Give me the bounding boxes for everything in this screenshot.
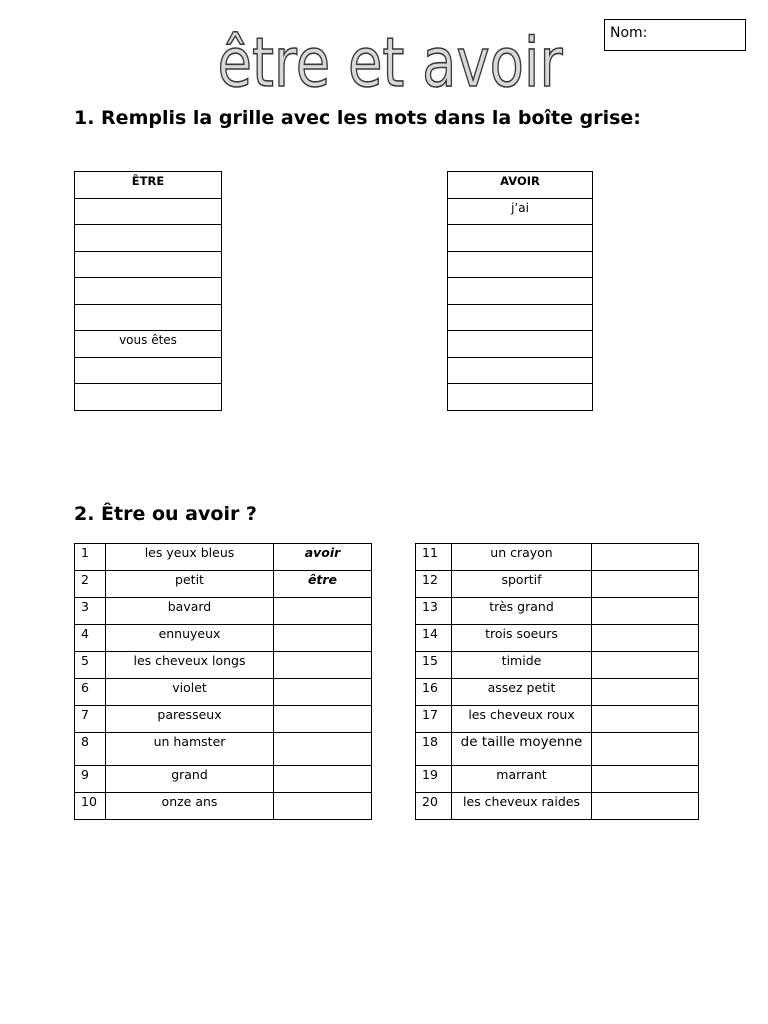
answer-cell[interactable]: être bbox=[274, 571, 372, 598]
answer-cell[interactable] bbox=[592, 598, 699, 625]
exercise-row bbox=[416, 766, 699, 793]
name-field[interactable] bbox=[604, 19, 746, 51]
item-word: sportif bbox=[452, 571, 592, 598]
exercise-row bbox=[75, 766, 372, 793]
item-word: les cheveux roux bbox=[452, 706, 592, 733]
item-word: paresseux bbox=[106, 706, 274, 733]
etre-table-header: ÊTRE bbox=[75, 172, 222, 199]
avoir-cell[interactable] bbox=[448, 357, 593, 384]
item-word: petit bbox=[106, 571, 274, 598]
avoir-cell[interactable] bbox=[448, 384, 593, 411]
name-label: Nom: bbox=[610, 25, 648, 41]
item-number: 18 bbox=[416, 733, 452, 766]
answer-cell[interactable] bbox=[592, 625, 699, 652]
answer-cell[interactable] bbox=[592, 793, 699, 820]
item-number: 17 bbox=[416, 706, 452, 733]
item-number: 10 bbox=[75, 793, 106, 820]
item-word: timide bbox=[452, 652, 592, 679]
answer-cell[interactable] bbox=[592, 571, 699, 598]
answer-cell[interactable] bbox=[274, 625, 372, 652]
exercise-row bbox=[416, 706, 699, 733]
item-word: les cheveux longs bbox=[106, 652, 274, 679]
exercise-row bbox=[75, 625, 372, 652]
answer-cell[interactable] bbox=[274, 652, 372, 679]
exercise-row bbox=[416, 598, 699, 625]
item-number: 2 bbox=[75, 571, 106, 598]
item-number: 6 bbox=[75, 679, 106, 706]
item-number: 19 bbox=[416, 766, 452, 793]
item-number: 13 bbox=[416, 598, 452, 625]
answer-cell[interactable] bbox=[592, 652, 699, 679]
item-word: un hamster bbox=[106, 733, 274, 766]
answer-cell[interactable] bbox=[592, 544, 699, 571]
item-number: 11 bbox=[416, 544, 452, 571]
item-number: 15 bbox=[416, 652, 452, 679]
exercise-table-right bbox=[415, 543, 699, 820]
etre-cell[interactable] bbox=[75, 278, 222, 305]
exercise-row bbox=[416, 652, 699, 679]
answer-cell[interactable] bbox=[274, 706, 372, 733]
answer-cell[interactable] bbox=[592, 679, 699, 706]
answer-cell[interactable] bbox=[274, 793, 372, 820]
avoir-cell[interactable] bbox=[448, 251, 593, 278]
answer-cell[interactable] bbox=[274, 766, 372, 793]
exercise-row bbox=[416, 544, 699, 571]
exercise-row bbox=[75, 544, 372, 571]
item-number: 9 bbox=[75, 766, 106, 793]
item-word: ennuyeux bbox=[106, 625, 274, 652]
etre-cell[interactable] bbox=[75, 384, 222, 411]
item-word: violet bbox=[106, 679, 274, 706]
exercise-row bbox=[75, 652, 372, 679]
item-number: 14 bbox=[416, 625, 452, 652]
etre-cell[interactable]: vous êtes bbox=[75, 331, 222, 358]
exercise-row bbox=[75, 793, 372, 820]
question-1-heading: 1. Remplis la grille avec les mots dans la boîte grise: bbox=[74, 107, 641, 129]
avoir-cell[interactable] bbox=[448, 304, 593, 331]
item-word: très grand bbox=[452, 598, 592, 625]
exercise-row bbox=[75, 679, 372, 706]
item-number: 12 bbox=[416, 571, 452, 598]
exercise-row bbox=[75, 733, 372, 766]
item-number: 1 bbox=[75, 544, 106, 571]
item-number: 3 bbox=[75, 598, 106, 625]
answer-cell[interactable] bbox=[274, 679, 372, 706]
item-number: 8 bbox=[75, 733, 106, 766]
etre-conjugation-table bbox=[74, 171, 222, 411]
item-word: de taille moyenne bbox=[452, 733, 592, 766]
item-number: 7 bbox=[75, 706, 106, 733]
exercise-row bbox=[75, 706, 372, 733]
item-word: assez petit bbox=[452, 679, 592, 706]
worksheet-title bbox=[210, 14, 570, 104]
item-word: les yeux bleus bbox=[106, 544, 274, 571]
avoir-cell[interactable]: j’ai bbox=[448, 198, 593, 225]
avoir-conjugation-table bbox=[447, 171, 593, 411]
answer-cell[interactable] bbox=[274, 598, 372, 625]
item-word: trois soeurs bbox=[452, 625, 592, 652]
exercise-row bbox=[416, 733, 699, 766]
exercise-table-left bbox=[74, 543, 372, 820]
answer-cell[interactable] bbox=[592, 766, 699, 793]
item-word: onze ans bbox=[106, 793, 274, 820]
item-number: 5 bbox=[75, 652, 106, 679]
exercise-row bbox=[75, 571, 372, 598]
item-word: grand bbox=[106, 766, 274, 793]
item-number: 4 bbox=[75, 625, 106, 652]
avoir-cell[interactable] bbox=[448, 225, 593, 252]
exercise-row bbox=[75, 598, 372, 625]
item-number: 16 bbox=[416, 679, 452, 706]
avoir-table-header: AVOIR bbox=[448, 172, 593, 199]
item-word: les cheveux raides bbox=[452, 793, 592, 820]
answer-cell[interactable] bbox=[592, 733, 699, 766]
exercise-row bbox=[416, 679, 699, 706]
exercise-row bbox=[416, 793, 699, 820]
item-word: bavard bbox=[106, 598, 274, 625]
etre-cell[interactable] bbox=[75, 198, 222, 225]
item-number: 20 bbox=[416, 793, 452, 820]
exercise-row bbox=[416, 571, 699, 598]
etre-cell[interactable] bbox=[75, 225, 222, 252]
answer-cell[interactable]: avoir bbox=[274, 544, 372, 571]
exercise-row bbox=[416, 625, 699, 652]
answer-cell[interactable] bbox=[592, 706, 699, 733]
question-2-heading: 2. Être ou avoir ? bbox=[74, 503, 257, 525]
avoir-cell[interactable] bbox=[448, 331, 593, 358]
item-word: un crayon bbox=[452, 544, 592, 571]
etre-cell[interactable] bbox=[75, 304, 222, 331]
etre-cell[interactable] bbox=[75, 357, 222, 384]
answer-cell[interactable] bbox=[274, 733, 372, 766]
worksheet-title-text: être et avoir bbox=[217, 24, 563, 103]
avoir-cell[interactable] bbox=[448, 278, 593, 305]
etre-cell[interactable] bbox=[75, 251, 222, 278]
item-word: marrant bbox=[452, 766, 592, 793]
